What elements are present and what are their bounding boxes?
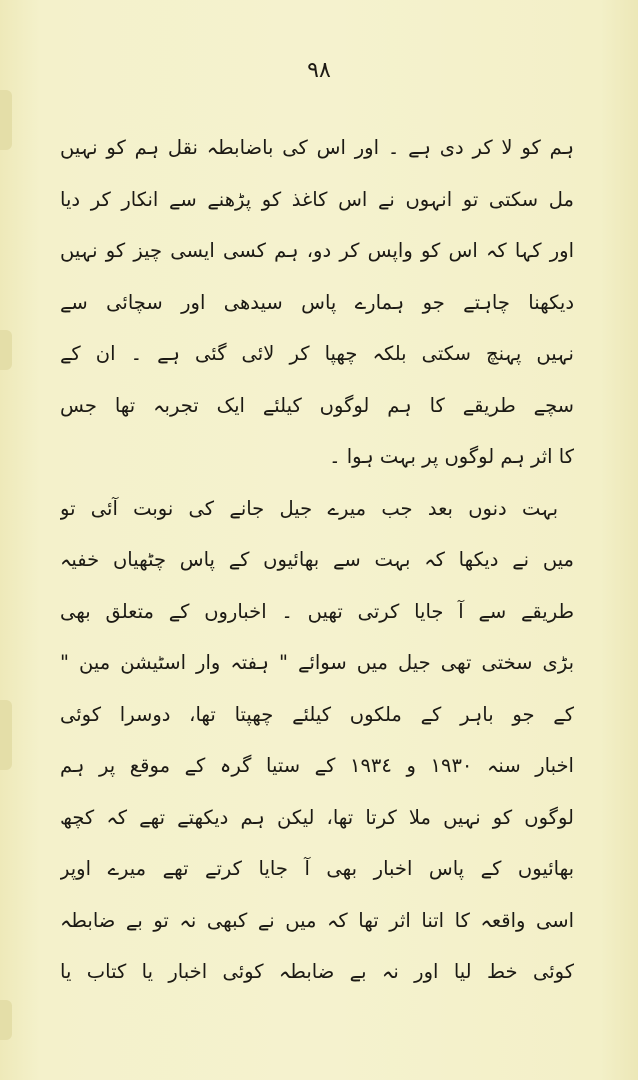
text-line: دیکھنا چاہتے جو ہمارے پاس سیدھی اور سچائی سے <box>60 290 574 314</box>
text-line: بڑی سختی تھی جیل میں سوائے " ہفتہ وار اسٹیشن مین " <box>60 651 574 674</box>
text-line: ہم کو لا کر دی ہے ۔ اور اس کی باضابطہ نقل ہم کو نہیں <box>60 136 574 159</box>
text-line: نہیں پہنچ سکتی بلکہ چھپا کر لائی گئی ہے ۔ ان کے <box>60 342 574 365</box>
page-edge-mark <box>0 1000 12 1040</box>
text-line: سچے طریقے کا ہم لوگوں کیلئے ایک تجربہ تھا جس <box>60 393 574 417</box>
text-line: لوگوں کو نہیں ملا کرتا تھا، لیکن ہم دیکھتے تھے کہ کچھ <box>60 805 574 829</box>
text-line: اخبار سنہ ١٩٣٠ و ١٩٣٤ کے ستیا گرہ کے موقع پر ہم <box>60 754 574 777</box>
text-line: بھائیوں کے پاس اخبار بھی آ جایا کرتے تھے میرے اوپر <box>60 857 574 880</box>
text-line: میں نے دیکھا کہ بہت سے بھائیوں کے پاس چٹھیاں خفیہ <box>60 548 574 571</box>
page-edge-mark <box>0 90 12 150</box>
text-line: کے جو باہر کے ملکوں کیلئے چھپتا تھا، دوسرا کوئی <box>60 702 574 726</box>
text-line: طریقے سے آ جایا کرتی تھیں ۔ اخباروں کے متعلق بھی <box>60 599 574 623</box>
text-line: کا اثر ہم لوگوں پر بہت ہوا ۔ <box>329 445 574 468</box>
text-line: کوئی خط لیا اور نہ بے ضابطہ کوئی اخبار یا کتاب یا <box>60 960 574 983</box>
urdu-text-body <box>60 122 574 998</box>
page-number: ٩٨ <box>307 58 331 83</box>
page-edge-mark <box>0 330 12 370</box>
page-edge-mark <box>0 700 12 770</box>
text-line: اور کہا کہ اس کو واپس کر دو، ہم کسی ایسی چیز کو نہیں <box>60 239 574 262</box>
text-line: بہت دنوں بعد جب میرے جیل جانے کی نوبت آئی تو <box>60 496 558 520</box>
text-line: اسی واقعہ کا اتنا اثر تھا کہ میں نے کبھی نہ تو بے ضابطہ <box>60 908 574 932</box>
text-line: مل سکتی تو انہوں نے اس کاغذ کو پڑھنے سے انکار کر دیا <box>60 187 574 211</box>
